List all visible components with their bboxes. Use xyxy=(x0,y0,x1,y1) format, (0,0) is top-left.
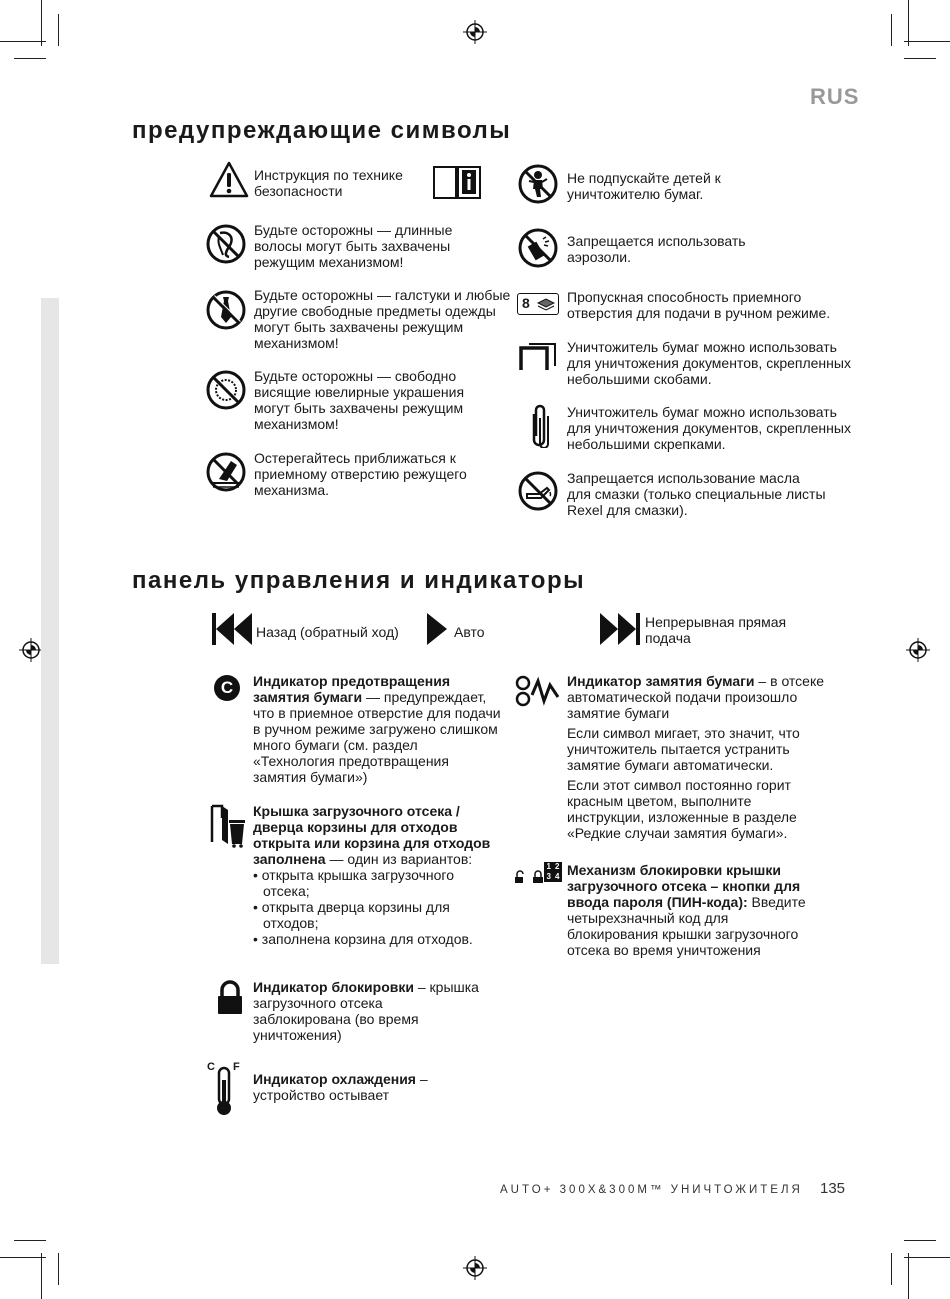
list-item: • открыта крышка загрузочного отсека; xyxy=(253,867,503,899)
pin-key: 3 xyxy=(546,871,551,881)
crop-mark xyxy=(58,14,59,46)
pin-title: Механизм блокировки крышки загрузочного отсека – кнопки для ввода пароля (ПИН-кода): xyxy=(567,862,801,910)
list-item: • открыта дверца корзины для отходов; xyxy=(253,899,503,931)
no-oil-icon xyxy=(517,470,559,512)
sheet-count-badge: 8 xyxy=(522,295,530,311)
anti-jam-text: — предупреждает, что в приемное отверстие для подачи в ручном режиме загружено слишком много бумаги (см. раздел «Технология предотвращения замятия бумаги») xyxy=(253,689,501,785)
paper-jam-description xyxy=(567,673,827,845)
warning-text-tie: Будьте осторожны — галстуки и любые другие свободные предметы одежды могут быть захвачены режущим механизмом! xyxy=(254,287,511,351)
crop-mark xyxy=(14,1240,46,1241)
no-tie-icon xyxy=(205,289,247,331)
pin-keypad xyxy=(544,862,562,882)
no-jewelry-icon xyxy=(205,369,247,411)
no-hand-icon xyxy=(205,451,247,493)
warning-text-aerosol: Запрещается использовать аэрозоли. xyxy=(567,233,746,265)
section-title-warning-symbols: предупреждающие символы xyxy=(132,117,512,144)
crop-mark xyxy=(58,1253,59,1285)
paper-jam-title: Индикатор замятия бумаги xyxy=(567,673,755,689)
pin-key: 4 xyxy=(555,871,560,881)
bin-door-icon xyxy=(208,802,246,848)
lock-text: – крышка загрузочного отсека заблокирована (во время уничтожения) xyxy=(253,979,479,1043)
registration-mark-icon xyxy=(906,638,930,662)
warning-triangle-icon xyxy=(208,160,250,200)
pin-text: Введите четырехзначный код для блокирования крышки загрузочного отсека во время уничтожения xyxy=(567,894,806,958)
warning-text-safety: Инструкция по технике безопасности xyxy=(254,167,403,199)
lock-description xyxy=(253,979,483,1043)
cooling-text: – устройство остывает xyxy=(253,1071,428,1103)
anti-jam-indicator-icon xyxy=(214,675,240,701)
warning-text-staples: Уничтожитель бумаг можно использовать для уничтожения документов, скрепленных небольшими скобами. xyxy=(567,339,851,387)
reverse-icon xyxy=(210,612,252,646)
warning-text-hair: Будьте осторожны — длинные волосы могут быть захвачены режущим механизмом! xyxy=(254,222,453,270)
cooling-description xyxy=(253,1071,483,1103)
crop-mark xyxy=(904,1257,950,1258)
crop-mark xyxy=(904,1240,936,1241)
warning-text-children: Не подпускайте детей к уничтожителю бумаг. xyxy=(567,170,721,202)
crop-mark xyxy=(904,58,936,59)
bin-title: Крышка загрузочного отсека / дверца корзины для отходов открыта или корзина для отходов заполнена xyxy=(253,803,491,867)
control-auto-label: Авто xyxy=(454,624,485,640)
sheet-capacity-icon xyxy=(517,293,559,315)
paper-jam-text: – в отсеке автоматической подачи произошло замятие бумаги xyxy=(567,673,825,721)
anti-jam-letter: C xyxy=(220,678,234,697)
manual-info-icon xyxy=(432,164,482,200)
control-forward-label: Непрерывная прямая подача xyxy=(645,614,787,646)
unlock-lock-icon xyxy=(514,870,544,884)
celsius-label: C xyxy=(207,1061,215,1073)
warning-text-paperclips: Уничтожитель бумаг можно использовать для уничтожения документов, скрепленных небольшими скрепками. xyxy=(567,404,851,452)
crop-mark xyxy=(891,14,892,46)
paper-jam-icon xyxy=(514,673,560,709)
no-long-hair-icon xyxy=(205,223,247,265)
crop-mark xyxy=(41,0,42,46)
warning-text-capacity: Пропускная способность приемного отверстия для подачи в ручном режиме. xyxy=(567,289,831,321)
lock-icon xyxy=(216,980,244,1016)
auto-icon xyxy=(426,612,448,646)
pin-key: 2 xyxy=(555,862,560,871)
paper-jam-solid-text: Если этот символ постоянно горит красным цветом, выполните инструкции, изложенные в разделе «Редкие случаи замятия бумаги». xyxy=(567,777,797,841)
bin-description xyxy=(253,803,503,947)
no-children-icon xyxy=(517,163,559,205)
lock-title: Индикатор блокировки xyxy=(253,979,414,995)
crop-mark xyxy=(0,1257,46,1258)
registration-mark-icon xyxy=(463,1256,487,1280)
anti-jam-title: Индикатор предотвращения замятия бумаги xyxy=(253,673,450,705)
cooling-title: Индикатор охлаждения xyxy=(253,1071,416,1087)
crop-mark xyxy=(891,1253,892,1285)
crop-mark xyxy=(904,41,950,42)
crop-mark xyxy=(908,1253,909,1299)
section-title-control-panel: панель управления и индикаторы xyxy=(132,567,586,594)
side-tab-bar xyxy=(41,298,59,964)
language-code: RUS xyxy=(810,84,860,109)
crop-mark xyxy=(14,58,46,59)
paper-jam-blinking-text: Если символ мигает, это значит, что уничтожитель пытается устранить замятие бумаги автоматически. xyxy=(567,725,800,773)
footer-title: AUTO+ 300X&300M™ УНИЧТОЖИТЕЛЯ xyxy=(500,1184,803,1196)
page-number: 135 xyxy=(820,1180,846,1197)
bin-text: — один из вариантов: xyxy=(325,851,473,867)
forward-icon xyxy=(600,612,642,646)
control-reverse-label: Назад (обратный ход) xyxy=(256,624,399,640)
warning-text-jewelry: Будьте осторожны — свободно висящие ювелирные украшения могут быть захвачены режущим механизмом! xyxy=(254,368,465,432)
warning-text-hand: Остерегайтесь приближаться к приемному отверстию режущего механизма. xyxy=(254,450,467,498)
staple-icon xyxy=(517,340,557,372)
registration-mark-icon xyxy=(19,638,43,662)
pin-key: 1 xyxy=(546,862,551,871)
bin-options-list xyxy=(253,867,503,947)
paperclip-icon xyxy=(526,404,552,448)
crop-mark xyxy=(41,1253,42,1299)
crop-mark xyxy=(908,0,909,46)
no-aerosol-icon xyxy=(517,227,559,269)
crop-mark xyxy=(0,41,46,42)
registration-mark-icon xyxy=(463,20,487,44)
pin-description xyxy=(567,862,817,958)
anti-jam-description xyxy=(253,673,503,785)
warning-text-oil: Запрещается использование масла для смазки (только специальные листы Rexel для смазки). xyxy=(567,470,826,518)
fahrenheit-label: F xyxy=(233,1061,240,1073)
list-item: • заполнена корзина для отходов. xyxy=(253,931,503,947)
